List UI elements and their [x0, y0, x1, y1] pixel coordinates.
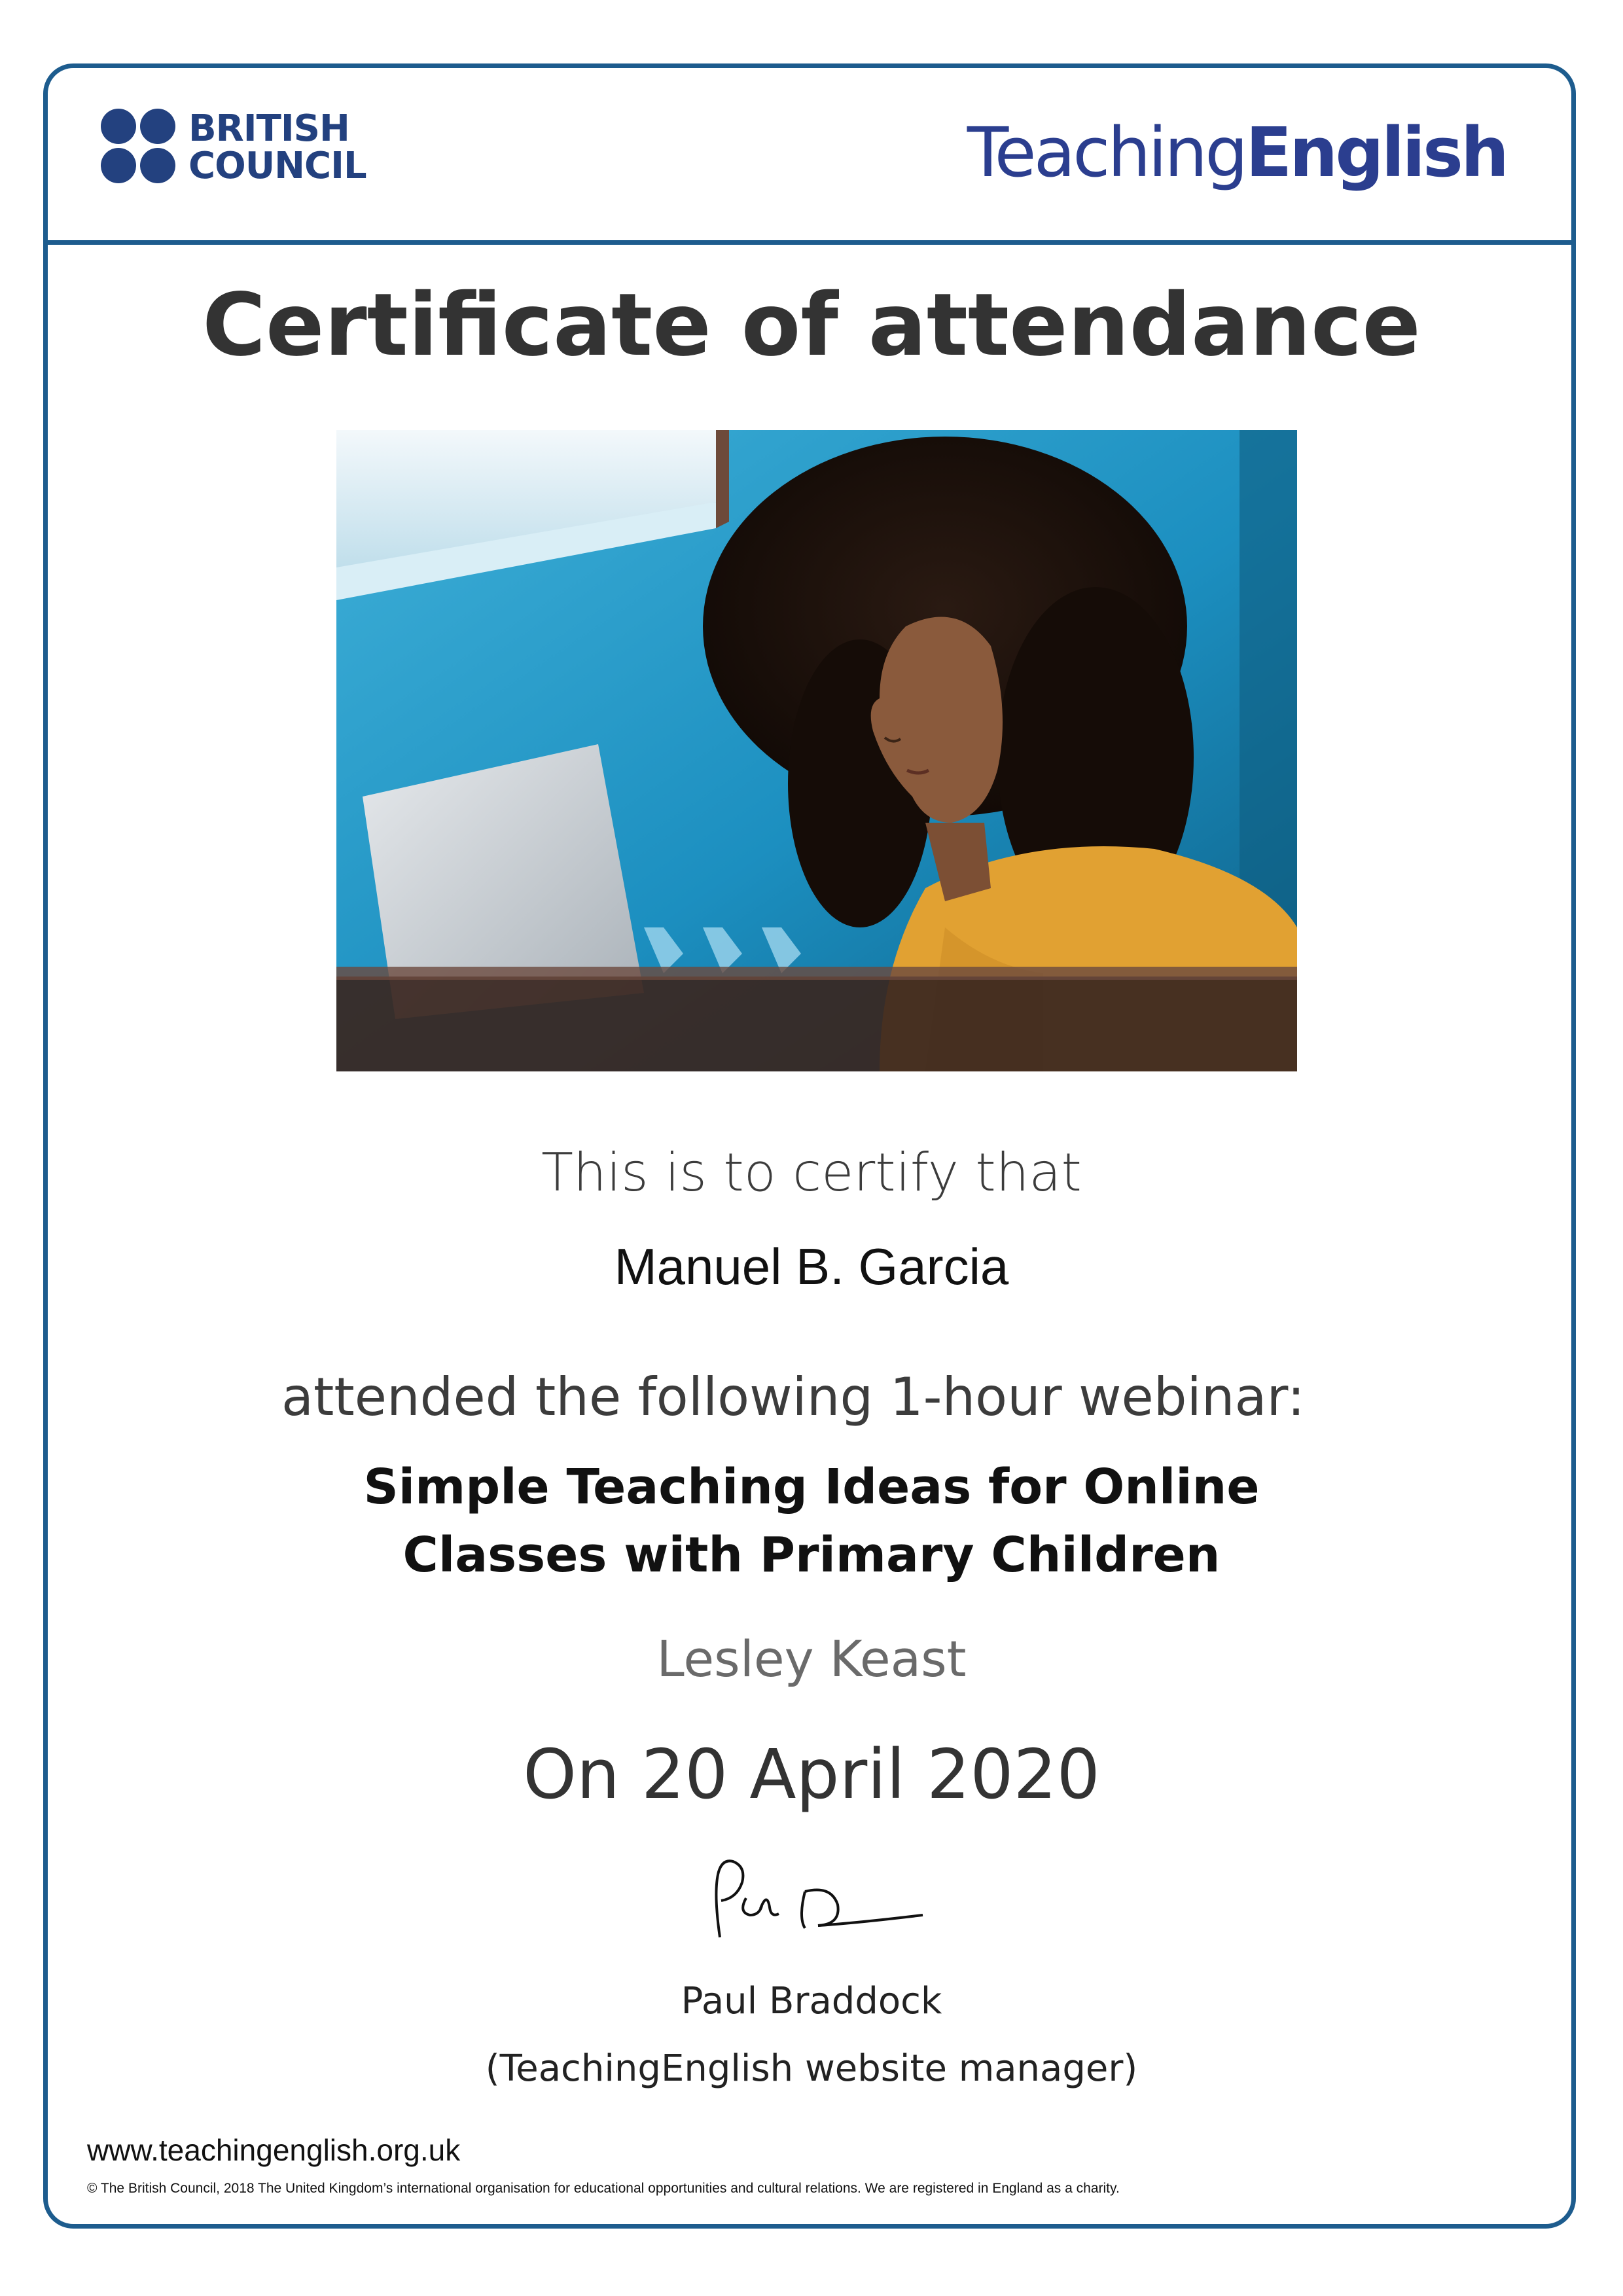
recipient-name: Manuel B. Garcia [614, 1238, 1009, 1295]
british-council-wordmark: BRITISH COUNCIL [188, 107, 366, 187]
certificate-title: Certificate of attendance [202, 275, 1421, 376]
webinar-date: On 20 April 2020 [523, 1734, 1100, 1814]
webinar-title-line2: Classes with Primary Children [402, 1527, 1221, 1583]
copyright-notice: © The British Council, 2018 The United Kingdom’s international organisation for educational opportunities and cultural relations. We are registered in England as a charity. [87, 2181, 1120, 2196]
webinar-title-line1: Simple Teaching Ideas for Online [363, 1459, 1260, 1515]
teachingenglish-logo [967, 113, 1507, 192]
teachingenglish-logo-regular: Teaching [967, 113, 1246, 192]
certify-text: This is to certify that [541, 1142, 1082, 1203]
webinar-title [0, 1453, 1623, 1589]
british-council-logo [101, 109, 376, 192]
attended-text: attended the following 1-hour webinar: [281, 1367, 1305, 1427]
website-link[interactable]: www.teachingenglish.org.uk [87, 2133, 461, 2167]
presenter-name: Lesley Keast [656, 1630, 967, 1688]
header-divider [43, 240, 1576, 245]
british-council-dots-icon [101, 109, 178, 186]
signature-image [707, 1852, 936, 1950]
hero-photo [336, 430, 1297, 1071]
signer-role: (TeachingEnglish website manager) [485, 2047, 1138, 2090]
teachingenglish-logo-bold: English [1245, 113, 1507, 192]
signer-name: Paul Braddock [681, 1980, 942, 2022]
